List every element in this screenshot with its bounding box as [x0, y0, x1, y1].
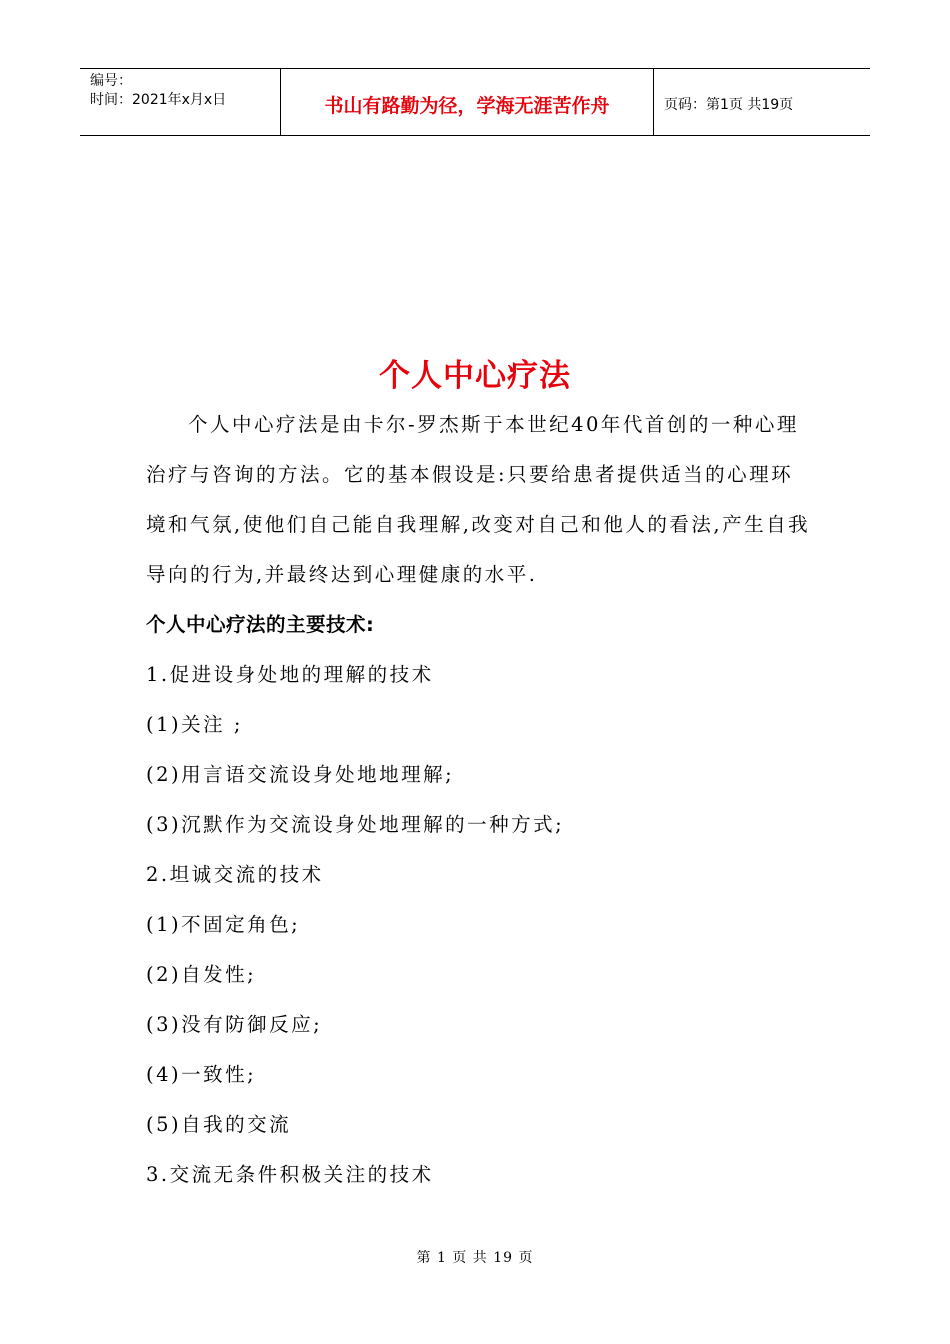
document-body — [146, 400, 811, 1200]
list-item: (4)一致性; — [146, 1063, 257, 1086]
list-item: 1.促进设身处地的理解的技术 — [146, 663, 434, 686]
document-title: 个人中心疗法 — [379, 358, 571, 394]
list-item: (3)沉默作为交流设身处地理解的一种方式; — [146, 813, 565, 836]
list-item: (1)关注 ; — [146, 713, 243, 736]
header-page-cell — [654, 69, 870, 135]
header-motto: 书山有路勤为径，学海无涯苦作舟 — [324, 94, 610, 117]
list-item: (1)不固定角色; — [146, 913, 301, 936]
number-label: 编号： — [90, 73, 132, 89]
section-heading: 个人中心疗法的主要技术: — [146, 613, 375, 636]
page-footer: 第 1 页 共 19 页 — [416, 1250, 534, 1266]
list-item: 3.交流无条件积极关注的技术 — [146, 1163, 434, 1186]
list-item: 2.坦诚交流的技术 — [146, 863, 324, 886]
header-meta-cell — [80, 69, 281, 135]
page-header — [80, 68, 870, 136]
list-item: (5)自我的交流 — [146, 1113, 292, 1136]
header-page-info: 页码：第1页 共19页 — [664, 97, 794, 113]
date-label: 时间：2021年x月x日 — [90, 92, 227, 108]
list-item: (3)没有防御反应; — [146, 1013, 323, 1036]
intro-paragraph: 个人中心疗法是由卡尔-罗杰斯于本世纪40年代首创的一种心理治疗与咨询的方法。它的基本假设是:只要给患者提供适当的心理环境和气氛,使他们自己能自我理解,改变对自己和他人的看法,产生自我导向的行为,并最终达到心理健康的水平. — [146, 413, 811, 586]
list-item: (2)用言语交流设身处地地理解; — [146, 763, 455, 786]
list-item: (2)自发性; — [146, 963, 257, 986]
header-motto-cell — [281, 69, 654, 135]
